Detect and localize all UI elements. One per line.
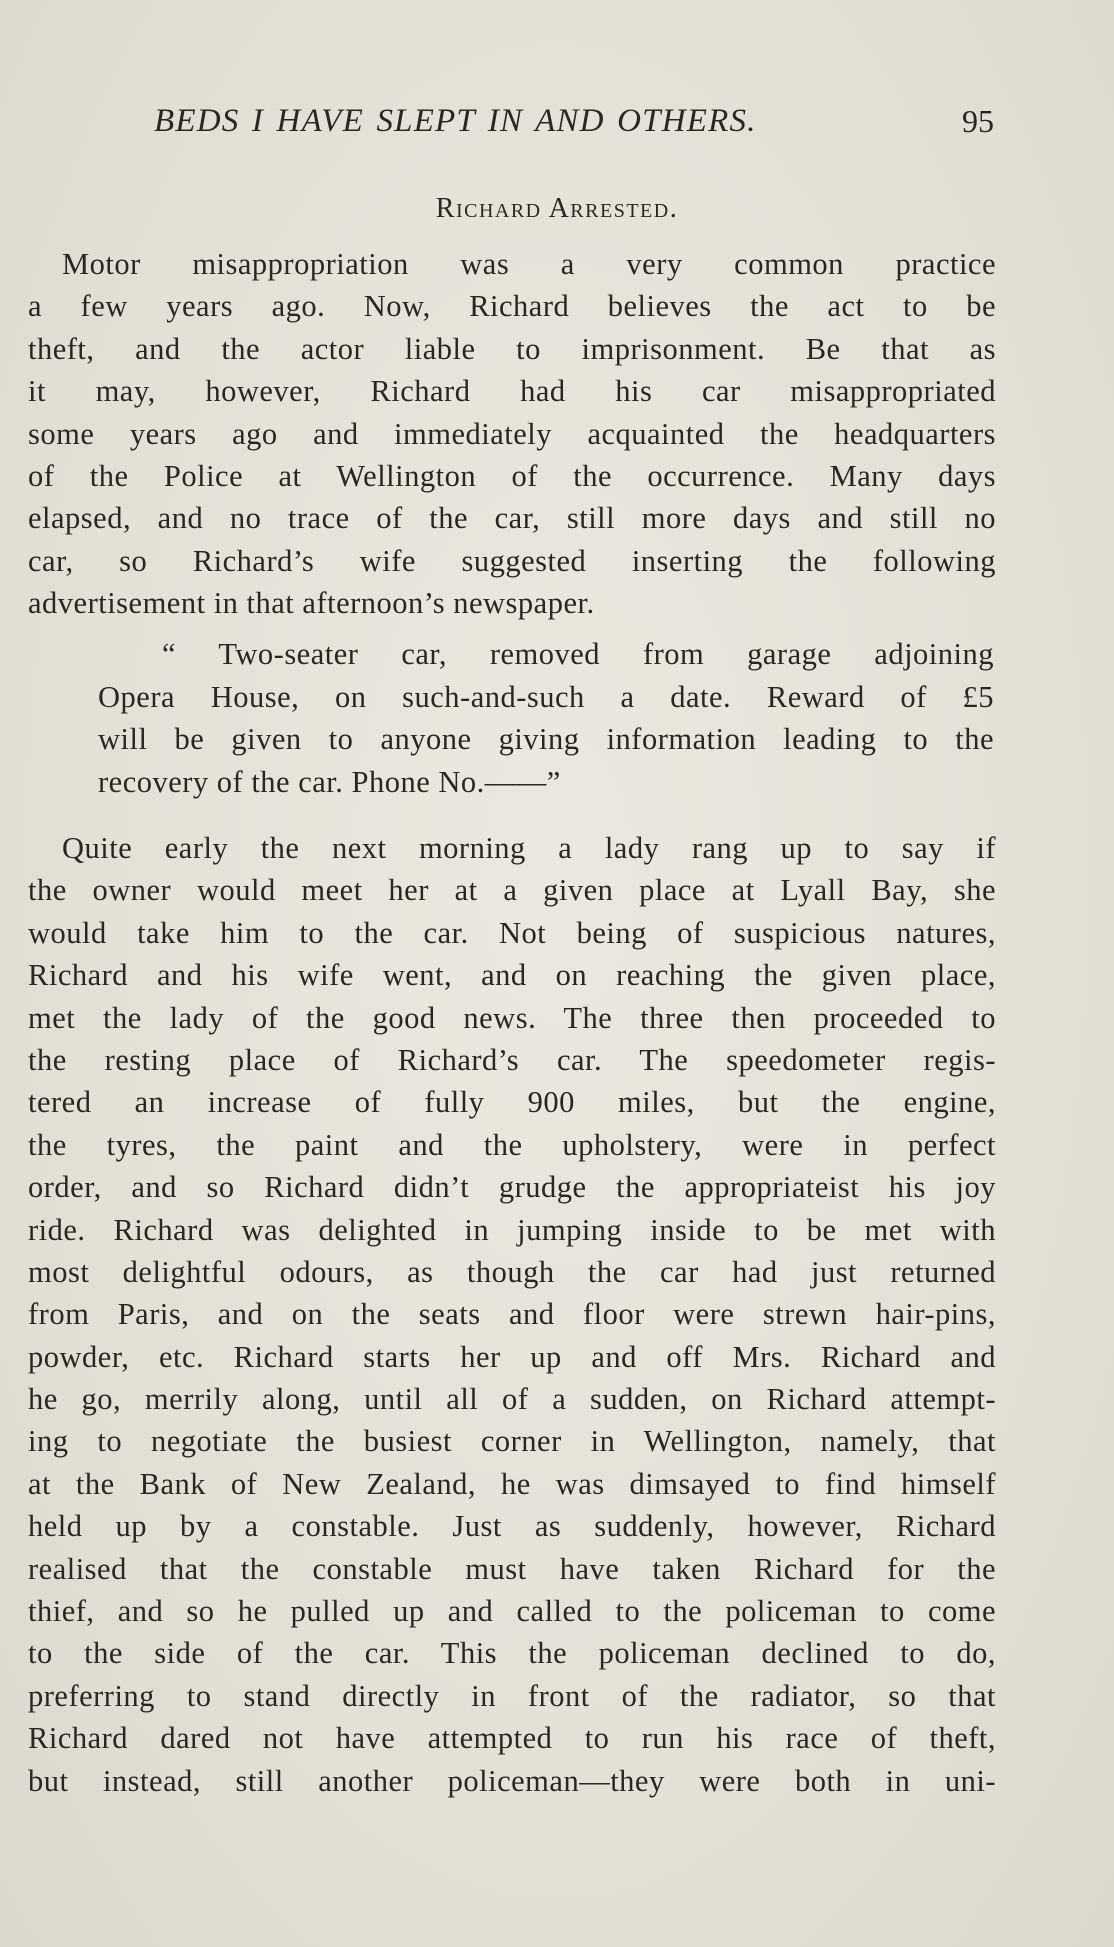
text-line: from Paris, and on the seats and floor were strewn hair-pins,: [28, 1297, 996, 1332]
quote-line: recovery of the car. Phone No.——”: [98, 764, 561, 799]
text-line: held up by a constable. Just as suddenly, however, Richard: [28, 1509, 996, 1544]
text-line: the tyres, the paint and the upholstery, were in perfect: [28, 1127, 996, 1162]
quote-line: “ Two-seater car, removed from garage adjoining: [162, 637, 994, 671]
text-line: some years ago and immediately acquainted the headquarters: [28, 416, 996, 451]
section-heading: Richard Arrested.: [435, 193, 679, 224]
text-line: realised that the constable must have taken Richard for the: [28, 1551, 996, 1586]
text-line: ing to negotiate the busiest corner in Wellington, namely, that: [28, 1424, 996, 1459]
text-line: most delightful odours, as though the car had just returned: [28, 1254, 996, 1289]
running-head: [154, 103, 994, 153]
running-title: BEDS I HAVE SLEPT IN AND OTHERS.: [154, 103, 757, 139]
advertisement-quote: [98, 633, 994, 803]
text-line: to the side of the car. This the policeman declined to do,: [28, 1636, 996, 1671]
text-line: the owner would meet her at a given place at Lyall Bay, she: [28, 873, 996, 908]
text-line: he go, merrily along, until all of a sudden, on Richard attempt-: [28, 1382, 996, 1417]
quote-line: Opera House, on such-and-such a date. Reward of £5: [98, 679, 994, 714]
text-line: met the lady of the good news. The three then proceeded to: [28, 1000, 996, 1035]
text-line: advertisement in that afternoon’s newspaper.: [28, 586, 595, 621]
text-line: thief, and so he pulled up and called to the policeman to come: [28, 1594, 996, 1629]
text-line: tered an increase of fully 900 miles, but the engine,: [28, 1085, 996, 1120]
paragraph-1: [28, 243, 996, 625]
text-line: ride. Richard was delighted in jumping inside to be met with: [28, 1212, 996, 1247]
text-line: car, so Richard’s wife suggested inserting the following: [28, 543, 996, 578]
text-line: at the Bank of New Zealand, he was dimsayed to find himself: [28, 1466, 996, 1501]
text-line: order, and so Richard didn’t grudge the appropriateist his joy: [28, 1170, 996, 1205]
text-line: elapsed, and no trace of the car, still more days and still no: [28, 501, 996, 536]
text-line: would take him to the car. Not being of suspicious natures,: [28, 915, 996, 950]
text-line: of the Police at Wellington of the occurrence. Many days: [28, 458, 996, 493]
text-line: Quite early the next morning a lady rang up to say if: [62, 831, 996, 865]
paragraph-2: [28, 827, 996, 1802]
text-line: a few years ago. Now, Richard believes the act to be: [28, 289, 996, 324]
text-line: the resting place of Richard’s car. The speedometer regis-: [28, 1042, 996, 1077]
text-line: Richard dared not have attempted to run his race of theft,: [28, 1721, 996, 1756]
text-line: powder, etc. Richard starts her up and off Mrs. Richard and: [28, 1339, 996, 1374]
text-line: theft, and the actor liable to imprisonment. Be that as: [28, 331, 996, 366]
text-line: Richard and his wife went, and on reaching the given place,: [28, 958, 996, 993]
text-line: Motor misappropriation was a very common practice: [62, 247, 996, 281]
text-line: but instead, still another policeman—they were both in uni-: [28, 1763, 996, 1798]
text-line: preferring to stand directly in front of the radiator, so that: [28, 1678, 996, 1713]
text-line: it may, however, Richard had his car misappropriated: [28, 374, 996, 409]
quote-line: will be given to anyone giving information leading to the: [98, 722, 994, 757]
page-number: 95: [962, 103, 994, 139]
